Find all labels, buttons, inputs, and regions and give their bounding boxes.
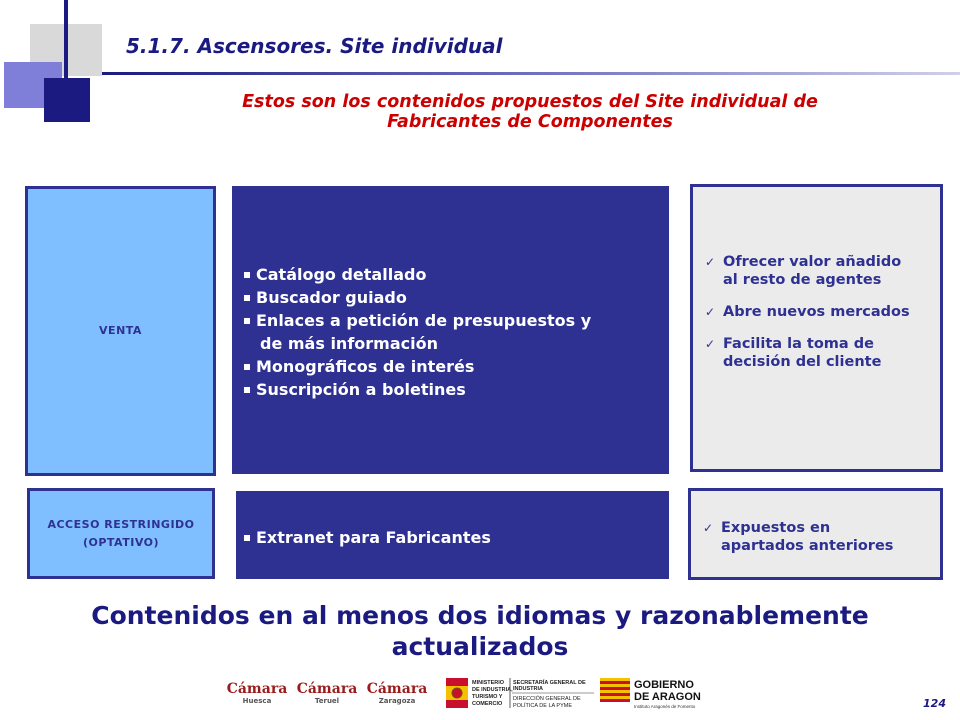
camara-logo-city: Zaragoza bbox=[378, 696, 416, 705]
gobierno-text-line: DE ARAGON bbox=[634, 691, 701, 703]
corner-vertical-line-lower bbox=[64, 78, 68, 122]
aragon-flag-icon bbox=[600, 676, 720, 710]
benefit-item bbox=[703, 519, 932, 555]
camara-logo-city: Teruel bbox=[314, 696, 340, 705]
list-item: Monográficos de interés bbox=[244, 355, 669, 378]
header-rule bbox=[102, 72, 960, 75]
gobierno-text-line: GOBIERNO bbox=[634, 679, 694, 691]
ministerio-text-line: POLÍTICA DE LA PYME bbox=[513, 703, 572, 709]
camara-logo-city: Huesca bbox=[242, 696, 272, 705]
conclusion-line-1: Contenidos en al menos dos idiomas y razonablemente bbox=[91, 601, 869, 630]
list-item: Buscador guiado bbox=[244, 286, 669, 309]
list-item-continuation: de más información bbox=[260, 334, 438, 353]
list-item: Suscripción a boletines bbox=[244, 378, 669, 401]
subtitle-line-2: Fabricantes de Componentes bbox=[387, 112, 673, 132]
category-box-acceso-restringido bbox=[27, 488, 215, 579]
category-label-line-2: (OPTATIVO) bbox=[82, 535, 160, 549]
benefits-list bbox=[703, 519, 932, 555]
camara-logo-word: Cámara bbox=[226, 680, 288, 697]
benefits-box-acceso-restringido bbox=[688, 488, 943, 580]
conclusion-text bbox=[40, 600, 920, 662]
slide-title: 5.1.7. Ascensores. Site individual bbox=[126, 34, 503, 58]
contents-list bbox=[244, 263, 669, 401]
ministerio-text-line: COMERCIO bbox=[472, 701, 503, 707]
ministerio-industria-logo bbox=[446, 676, 596, 710]
category-box-venta bbox=[25, 186, 216, 476]
ministerio-emblem-icon bbox=[446, 676, 596, 710]
camara-logo-word: Cámara bbox=[296, 680, 358, 697]
page-number: 124 bbox=[923, 697, 946, 710]
list-item: Catálogo detallado bbox=[244, 263, 669, 286]
camara-logo-word: Cámara bbox=[366, 680, 428, 697]
benefit-item bbox=[705, 303, 932, 321]
benefit-line: apartados anteriores bbox=[721, 538, 894, 554]
benefit-line: ✓ Ofrecer valor añadido bbox=[723, 254, 902, 270]
conclusion-line-2: actualizados bbox=[391, 632, 569, 661]
contents-list bbox=[244, 526, 669, 549]
corner-vertical-line bbox=[64, 0, 68, 78]
benefit-line: decisión del cliente bbox=[723, 354, 882, 370]
benefits-list bbox=[705, 253, 932, 371]
contents-box-venta bbox=[232, 186, 669, 474]
footer-logos bbox=[222, 676, 720, 710]
benefit-line: al resto de agentes bbox=[723, 272, 882, 288]
subtitle-line-1: Estos son los contenidos propuestos del Site individual de bbox=[242, 92, 818, 112]
gobierno-text-line: Instituto Aragonés de Fomento bbox=[634, 704, 696, 709]
list-item: Enlaces a petición de presupuestos y bbox=[244, 309, 669, 332]
benefits-box-venta bbox=[690, 184, 943, 472]
ministerio-text-line: DIRECCIÓN GENERAL DE bbox=[513, 696, 581, 702]
ministerio-text-line: SECRETARÍA GENERAL DE bbox=[513, 680, 586, 686]
contents-box-acceso-restringido bbox=[236, 491, 669, 579]
benefit-line: ✓ Facilita la toma de bbox=[723, 336, 874, 352]
ministerio-text-line: INDUSTRIA bbox=[513, 686, 543, 692]
benefit-line: ✓ Expuestos en bbox=[721, 520, 831, 536]
ministerio-text-line: DE INDUSTRIA, bbox=[472, 687, 513, 693]
benefit-item bbox=[705, 253, 932, 289]
camara-zaragoza-logo bbox=[362, 676, 432, 710]
category-label: VENTA bbox=[99, 324, 142, 337]
ministerio-text-line: TURISMO Y bbox=[472, 694, 503, 700]
camara-huesca-logo bbox=[222, 676, 292, 710]
category-label-line-1: ACCESO RESTRINGIDO bbox=[47, 517, 195, 531]
list-item: Extranet para Fabricantes bbox=[244, 526, 669, 549]
benefit-item bbox=[705, 335, 932, 371]
gobierno-aragon-logo bbox=[600, 676, 720, 710]
ministerio-text-line: MINISTERIO bbox=[472, 680, 505, 686]
benefit-line: ✓ Abre nuevos mercados bbox=[723, 304, 910, 320]
slide-subtitle bbox=[140, 92, 920, 132]
camara-teruel-logo bbox=[292, 676, 362, 710]
